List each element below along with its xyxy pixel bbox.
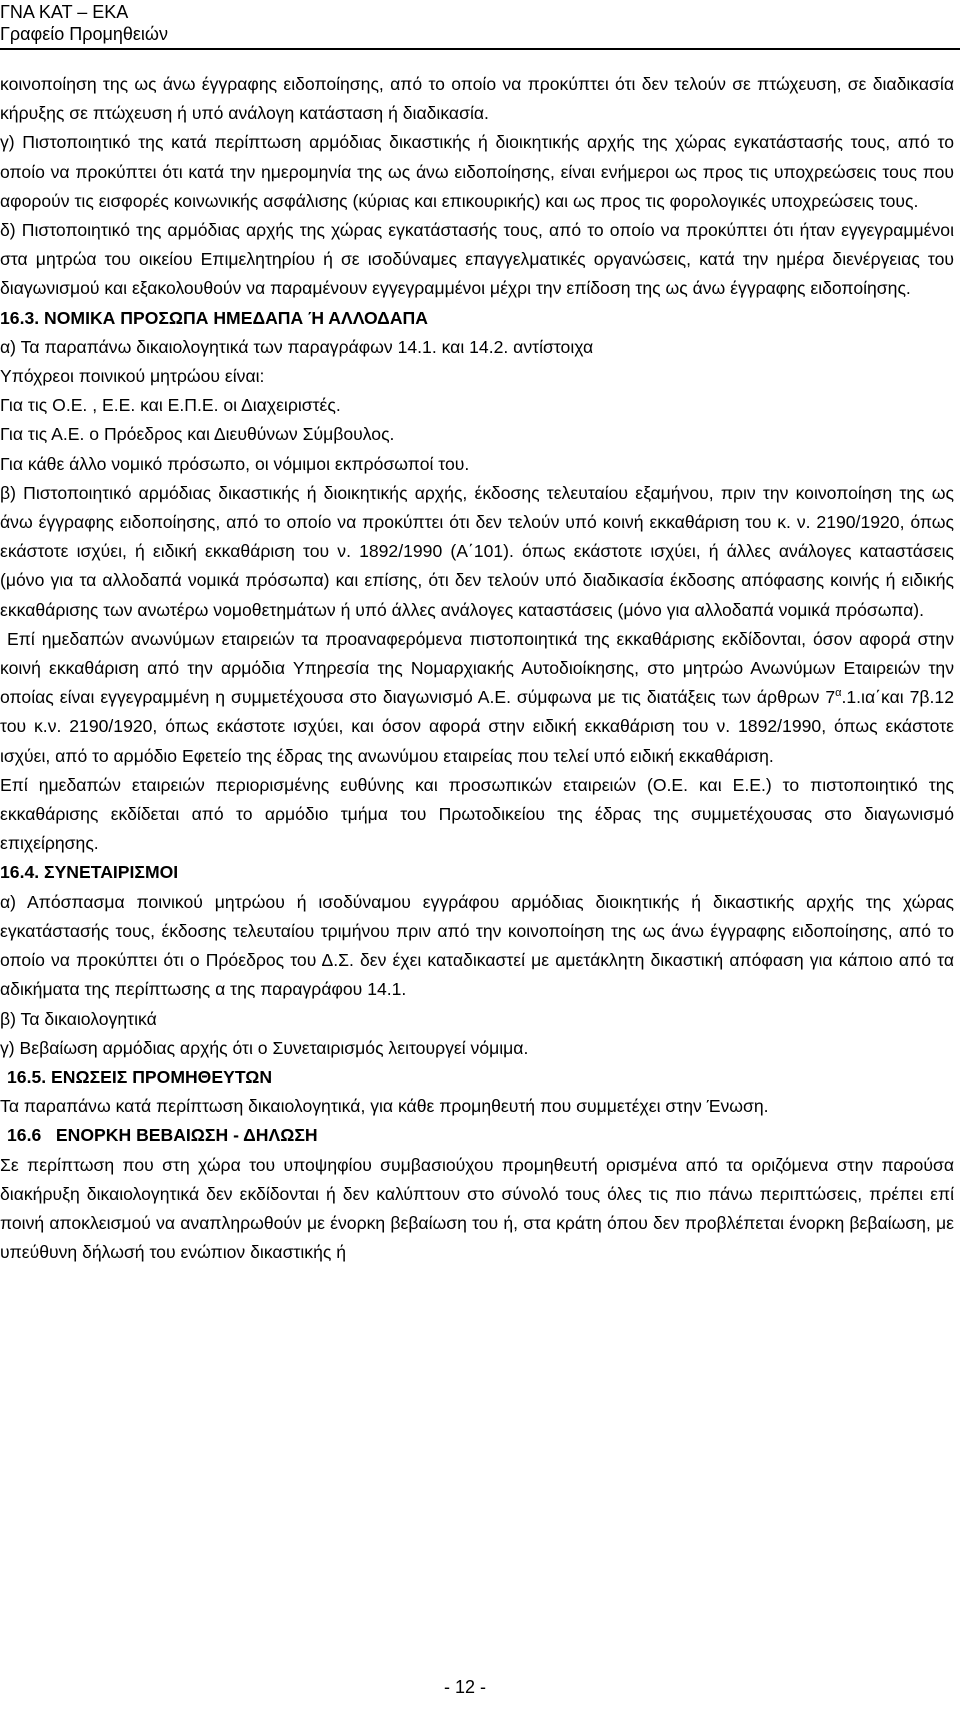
page-number: - 12 - [443, 1677, 486, 1697]
section-heading-16-4: 16.4. ΣΥΝΕΤΑΙΡΙΣΜΟΙ [0, 862, 179, 883]
paragraph-d-chamber-certificate: δ) Πιστοποιητικό της αρμόδιας αρχής της χώρας εγκατάστασής τους, από το οποίο να προκύπτει ότι ήταν εγγεγραμμένοι στα μητρώα του οικείου Επιμελητηρίου ή σε ισοδύναμες επαγγελματικές οργανώσεις, κατά την ημέρα διενέργειας του διαγωνισμού και εξακολουθούν να παραμένουν εγγεγραμμένοι μέχρι την επίδοση της ως άνω έγγραφης ειδοποίησης. [0, 220, 954, 299]
header-organization: ΓΝΑ ΚΑΤ – ΕΚΑ [0, 2, 129, 22]
text-segment: .1.ια΄και 7β.12 του κ.ν. 2190/1920, όπως εκάστοτε ισχύει, και όσον αφορά στην ειδική εκκαθάριση του ν. 1892/1990, όπως εκάστοτε ισχύει, από το αρμόδιο Εφετείο της έδρας της ανωνύμου εταιρείας που τελεί υπό ειδική εκκαθάριση. [0, 687, 954, 766]
line-oe-ee-epe: Για τις Ο.Ε. , Ε.Ε. και Ε.Π.Ε. οι Διαχειριστές. [0, 395, 341, 416]
text-segment: Επί ημεδαπών ανωνύμων εταιρειών τα προαναφερόμενα πιστοποιητικά της εκκαθάρισης εκδίδονται, όσον αφορά στην κοινή εκκαθάριση από την αρμόδια Υπηρεσία της Νομαρχιακής Αυτοδιοίκησης, στο μητρώο Ανωνύμων Εταιρειών την οποίας είναι εγγεγραμμένη η συμμετέχουσα στο διαγωνισμό Α.Ε. σύμφωνα με τις διατάξεις των άρθρων 7 [0, 628, 954, 708]
line-c-cooperative-certificate: γ) Βεβαίωση αρμόδιας αρχής ότι ο Συνεταιρισμός λειτουργεί νόμιμα. [0, 1037, 529, 1058]
paragraph-supplier-unions: Τα παραπάνω κατά περίπτωση δικαιολογητικά, για κάθε προμηθευτή που συμμετέχει στην Ένωση. [0, 1096, 769, 1117]
line-a-documents: α) Τα παραπάνω δικαιολογητικά των παραγράφων 14.1. και 14.2. αντίστοιχα [0, 336, 594, 357]
section-heading-16-3: 16.3. ΝΟΜΙΚΑ ΠΡΟΣΩΠΑ ΗΜΕΔΑΠΑ Ή ΑΛΛΟΔΑΠΑ [0, 307, 428, 328]
line-b-documents: β) Τα δικαιολογητικά [0, 1008, 157, 1029]
paragraph-c-tax-certificate: γ) Πιστοποιητικό της κατά περίπτωση αρμόδιας δικαστικής ή διοικητικής αρχής της χώρας εγκατάστασής τους, από το οποίο να προκύπτει ότι κατά την ημερομηνία της ως άνω ειδοποίησης, είναι ενήμεροι ως προς τις υποχρεώσεις τους που αφορούν τις εισφορές κοινωνικής ασφάλισης (κύριας και επικουρικής) και ως προς τις φορολογικές υποχρεώσεις τους. [0, 132, 954, 211]
section-heading-16-5: 16.5. ΕΝΩΣΕΙΣ ΠΡΟΜΗΘΕΥΤΩΝ [7, 1066, 273, 1087]
line-criminal-record-obligors: Υπόχρεοι ποινικού μητρώου είναι: [0, 366, 265, 387]
line-other-legal-entities: Για κάθε άλλο νομικό πρόσωπο, οι νόμιμοι εκπρόσωποί του. [0, 453, 470, 474]
paragraph-sworn-declaration: Σε περίπτωση που στη χώρα του υποψηφίου συμβασιούχου προμηθευτή ορισμένα από τα οριζόμενα στην παρούσα διακήρυξη δικαιολογητικά δεν εκδίδονται ή δεν καλύπτουν στο σύνολό τους όλες τις πιο πάνω περιπτώσεις, πρέπει επί ποινή αποκλεισμού να αναπληρωθούν με ένορκη βεβαίωση του ή, στα κράτη όπου δεν προβλέπεται ένορκη βεβαίωση, με υπεύθυνη δήλωσή του ενώπιον δικαστικής ή [0, 1154, 954, 1263]
page-header [0, 1, 168, 45]
paragraph-b-liquidation-certificate: β) Πιστοποιητικό αρμόδιας δικαστικής ή διοικητικής αρχής, έκδοσης τελευταίου εξαμήνου, πριν την κοινοποίηση της ως άνω έγγραφης ειδοποίησης, από το οποίο να προκύπτει ότι δεν τελούν υπό κοινή εκκαθάριση του κ. ν. 2190/1920, όπως εκάστοτε ισχύει, ή ειδική εκκαθάριση του ν. 1892/1990 (Α΄101). όπως εκάστοτε ισχύει, ή άλλες ανάλογες καταστάσεις (μόνο για τα αλλοδαπά νομικά πρόσωπα) και επίσης, ότι δεν τελούν υπό διαδικασία έκδοσης απόφασης κοινής ή ειδικής εκκαθάρισης των ανωτέρω νομοθετημάτων ή υπό άλλες ανάλογες καταστάσεις (μόνο για αλλοδαπά νομικά πρόσωπα). [0, 482, 954, 620]
header-department: Γραφείο Προμηθειών [0, 24, 168, 44]
line-ae: Για τις Α.Ε. ο Πρόεδρος και Διευθύνων Σύμβουλος. [0, 424, 395, 445]
paragraph-domestic-ltd: Επί ημεδαπών εταιρειών περιορισμένης ευθύνης και προσωπικών εταιρειών (Ο.Ε. και Ε.Ε.) το πιστοποιητικό της εκκαθάρισης εκδίδεται από το αρμόδιο τμήμα του Πρωτοδικείου της έδρας της συμμετέχουσας στο διαγωνισμό επιχείρησης. [0, 774, 954, 854]
section-heading-16-6: 16.6 ΕΝΟΡΚΗ ΒΕΒΑΙΩΣΗ - ΔΗΛΩΣΗ [7, 1125, 318, 1146]
paragraph-a-cooperatives: α) Απόσπασμα ποινικού μητρώου ή ισοδύναμου εγγράφου αρμόδιας διοικητικής ή δικαστικής αρχής της χώρας εγκατάστασής τους, έκδοσης τελευταίου τριμήνου πριν από την κοινοποίηση της ως άνω έγγραφης ειδοποίησης, από το οποίο να προκύπτει ότι ο Πρόεδρος του Δ.Σ. δεν έχει καταδικαστεί με αμετάκλητη δικαστική απόφαση για κάποιο από τα αδικήματα της περίπτωσης α της παραγράφου 14.1. [0, 891, 954, 1000]
document-body [0, 70, 954, 1267]
header-rule [0, 48, 960, 50]
page-footer [0, 1676, 954, 1698]
superscript: α [835, 687, 842, 700]
paragraph-domestic-sa [0, 625, 954, 771]
paragraph-continuation: κοινοποίηση της ως άνω έγγραφης ειδοποίησης, από το οποίο να προκύπτει ότι δεν τελούν σε πτώχευση, σε διαδικασία κήρυξης σε πτώχευση ή υπό ανάλογη κατάσταση ή διαδικασία. [0, 74, 954, 124]
